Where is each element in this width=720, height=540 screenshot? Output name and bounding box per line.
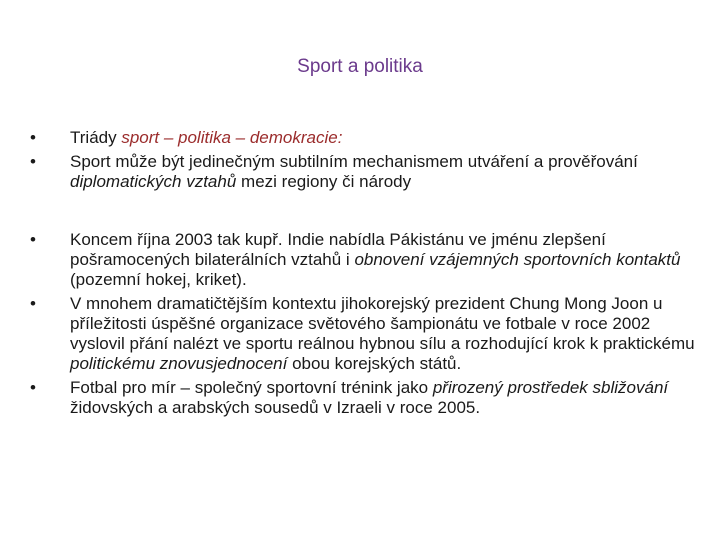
bullet-item: [30, 128, 700, 148]
slide-title: Sport a politika: [297, 56, 423, 77]
bullet-text-span: sport – politika – demokracie:: [121, 128, 343, 147]
bullet-text-span: Fotbal pro mír – společný sportovní trénink jako: [70, 378, 433, 397]
bullet-dot: •: [30, 230, 36, 249]
bullet-text-span: židovských a arabských sousedů v Izraeli v roce 2005.: [70, 398, 481, 417]
bullet-item: [30, 294, 700, 374]
bullet-item: [30, 152, 700, 192]
bullet-item: [30, 230, 700, 290]
bullet-item: [30, 378, 700, 418]
bullet-dot: •: [30, 152, 36, 171]
bullet-text-span: obnovení vzájemných sportovních kontaktů: [354, 250, 681, 269]
bullet-text-span: mezi regiony či národy: [236, 172, 412, 191]
bullet-list-intro: [30, 128, 700, 196]
bullet-text-span: politickému znovusjednocení: [70, 354, 288, 373]
bullet-text-span: diplomatických vztahů: [70, 172, 237, 191]
bullet-dot: •: [30, 128, 36, 147]
bullet-text-span: přirozený prostředek sbližování: [432, 378, 669, 397]
bullet-dot: •: [30, 294, 36, 313]
bullet-dot: •: [30, 378, 36, 397]
bullet-text-span: Sport může být jedinečným subtilním mechanismem utváření a prověřování: [70, 152, 638, 171]
bullet-text-span: V mnohem dramatičtějším kontextu jihokorejský prezident Chung Mong Joon u příležitosti úspěšné organizace světového šampionátu ve fotbale v roce 2002 vyslovil přání nalézt ve sportu reálnou hybnou sílu a rozhodující krok k praktickému: [70, 294, 695, 353]
bullet-text-span: Triády: [70, 128, 122, 147]
bullet-text-span: obou korejských států.: [287, 354, 462, 373]
bullet-list-examples: [30, 230, 700, 422]
bullet-text-span: (pozemní hokej, kriket).: [70, 270, 247, 289]
bullet-text-span: Koncem října 2003 tak kupř. Indie nabídla Pákistánu ve jménu zlepšení pošramocených bilaterálních vztahů i: [70, 230, 606, 269]
